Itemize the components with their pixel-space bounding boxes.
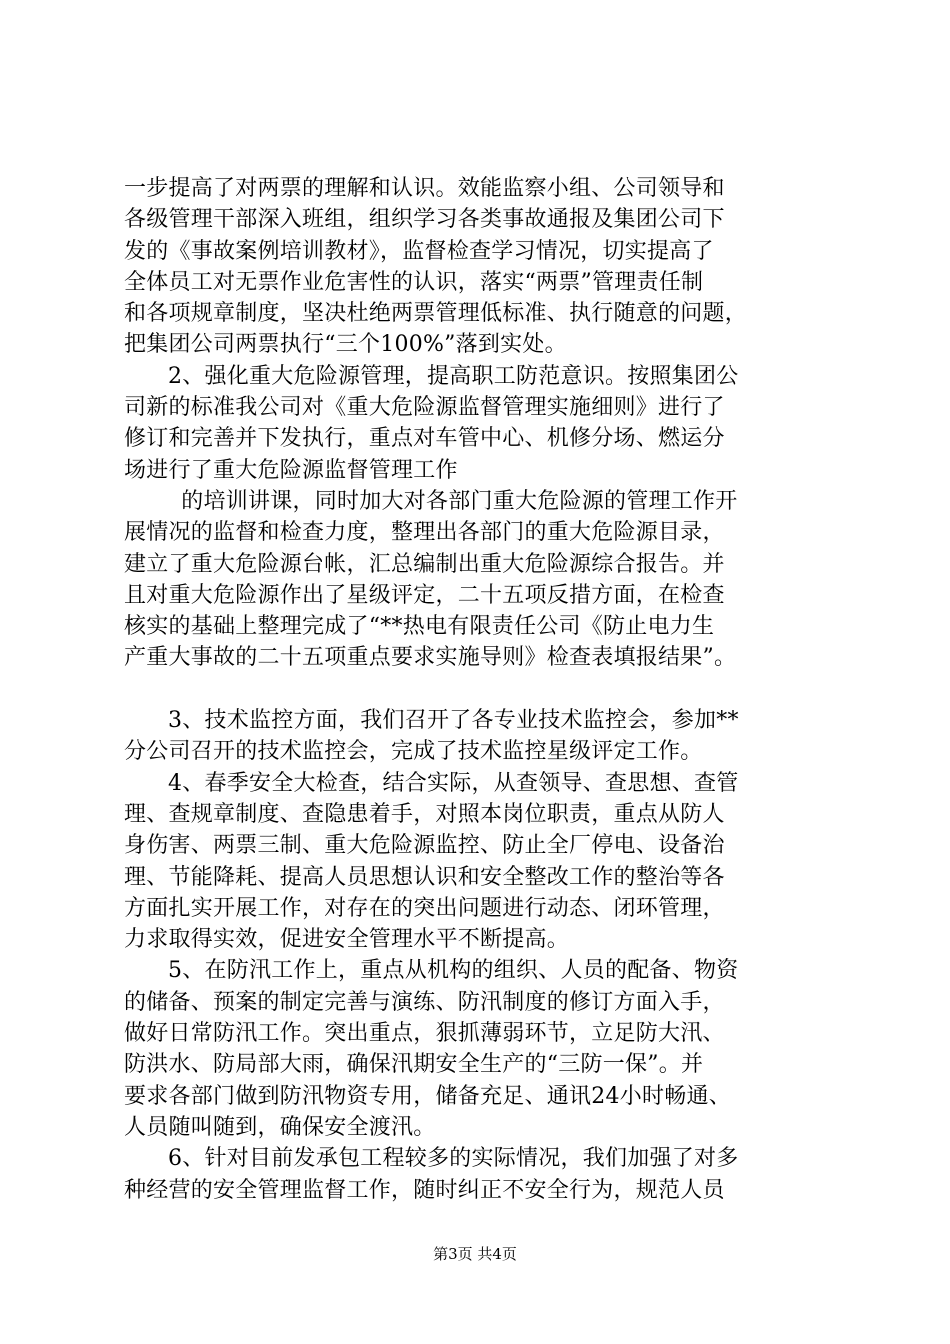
text-line: 的培训讲课，同时加大对各部门重大危险源的管理工作开 <box>181 488 738 514</box>
text-line: 理、查规章制度、查隐患着手，对照本岗位职责，重点从防人 <box>124 801 725 827</box>
text-line: 4、春季安全大检查，结合实际，从查领导、查思想、查管 <box>168 770 739 796</box>
text-line: 核实的基础上整理完成了“**热电有限责任公司《防止电力生 <box>124 614 715 640</box>
text-line: 做好日常防汛工作。突出重点，狠抓薄弱环节，立足防大汛、 <box>124 1021 725 1047</box>
text-line: 力求取得实效，促进安全管理水平不断提高。 <box>124 927 570 953</box>
text-line: 各级管理干部深入班组，组织学习各类事故通报及集团公司下 <box>124 207 725 233</box>
text-line: 5、在防汛工作上，重点从机构的组织、人员的配备、物资 <box>168 958 739 984</box>
text-line: 理、节能降耗、提高人员思想认识和安全整改工作的整治等各 <box>124 864 725 890</box>
text-line: 3、技术监控方面，我们召开了各专业技术监控会，参加** <box>168 708 739 734</box>
text-line: 身伤害、两票三制、重大危险源监控、防止全厂停电、设备治 <box>124 833 725 859</box>
text-line: 建立了重大危险源台帐，汇总编制出重大危险源综合报告。并 <box>124 551 725 577</box>
text-line: 防洪水、防局部大雨，确保汛期安全生产的“三防一保”。并 <box>124 1052 704 1078</box>
text-line: 人员随叫随到，确保安全渡汛。 <box>124 1114 436 1140</box>
text-line: 修订和完善并下发执行，重点对车管中心、机修分场、燃运分 <box>124 426 725 452</box>
text-line: 6、针对目前发承包工程较多的实际情况，我们加强了对多 <box>168 1146 739 1172</box>
text-line: 的储备、预案的制定完善与演练、防汛制度的修订方面入手， <box>124 989 725 1015</box>
text-line: 和各项规章制度，坚决杜绝两票管理低标准、执行随意的问题， <box>124 301 748 327</box>
text-line: 分公司召开的技术监控会，完成了技术监控星级评定工作。 <box>124 739 703 765</box>
blank-line <box>124 674 836 705</box>
text-line: 把集团公司两票执行“三个100%”落到实处。 <box>124 332 567 358</box>
document-body <box>124 173 836 1206</box>
text-line: 产重大事故的二十五项重点要求实施导则》检查表填报结果”。 <box>124 645 737 671</box>
text-line: 种经营的安全管理监督工作，随时纠正不安全行为，规范人员 <box>124 1177 725 1203</box>
text-line: 场进行了重大危险源监督管理工作 <box>124 457 458 483</box>
text-line: 展情况的监督和检查力度，整理出各部门的重大危险源目录， <box>124 520 725 546</box>
text-line: 2、强化重大危险源管理，提高职工防范意识。按照集团公 <box>168 363 739 389</box>
page-number-footer: 第3页 共4页 <box>433 1245 517 1263</box>
text-line: 方面扎实开展工作，对存在的突出问题进行动态、闭环管理， <box>124 895 725 921</box>
text-line: 司新的标准我公司对《重大危险源监督管理实施细则》进行了 <box>124 395 725 421</box>
text-line: 发的《事故案例培训教材》，监督检查学习情况，切实提高了 <box>124 238 714 264</box>
text-line: 且对重大危险源作出了星级评定，二十五项反措方面，在检查 <box>124 582 725 608</box>
text-line: 全体员工对无票作业危害性的认识，落实“两票”管理责任制 <box>124 269 704 295</box>
text-line: 要求各部门做到防汛物资专用，储备充足、通讯24小时畅通、 <box>124 1083 731 1109</box>
text-line: 一步提高了对两票的理解和认识。效能监察小组、公司领导和 <box>124 176 725 201</box>
